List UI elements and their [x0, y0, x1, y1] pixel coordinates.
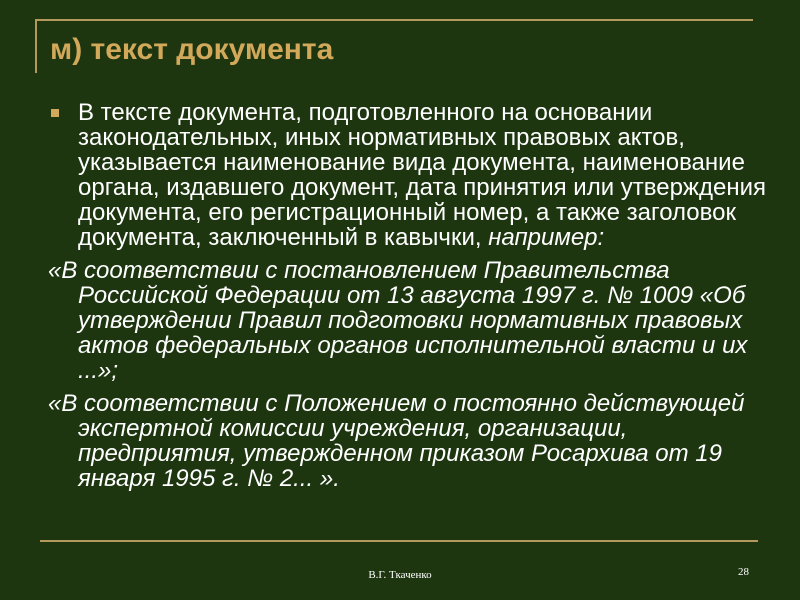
page-number: 28: [738, 566, 749, 578]
bullet-emphasis: например:: [488, 224, 605, 251]
bullet-text: В тексте документа, подготовленного на основании законодательных, иных нормативных правовых актов, указывается наименование вида документа, наименование органа, издавшего документ, дата принятия или утверждения документа, его регистрационный номер, а также заголовок документа, заключенный в кавычки,: [78, 99, 766, 251]
bottom-divider-line: [40, 540, 758, 542]
left-accent-line: [35, 19, 37, 73]
slide-title: м) текст документа: [50, 33, 334, 66]
top-divider-line: [35, 19, 753, 21]
square-bullet-icon: [51, 109, 59, 117]
footer-author: В.Г. Ткаченко: [368, 569, 432, 581]
bullet-paragraph: [48, 100, 778, 250]
example-quote-2: «В соответствии с Положением о постоянно действующей экспертной комиссии учреждения, организации, предприятия, утвержденном приказом Росархива от 19 января 1995 г. № 2... ».: [48, 390, 745, 492]
example-quote-1: «В соответствии с постановлением Правительства Российской Федерации от 13 августа 1997 г. № 1009 «Об утверждении Правил подготовки нормативных правовых актов федеральных органов исполнительной власти и их ...»;: [48, 257, 748, 384]
slide-body: [48, 100, 778, 499]
